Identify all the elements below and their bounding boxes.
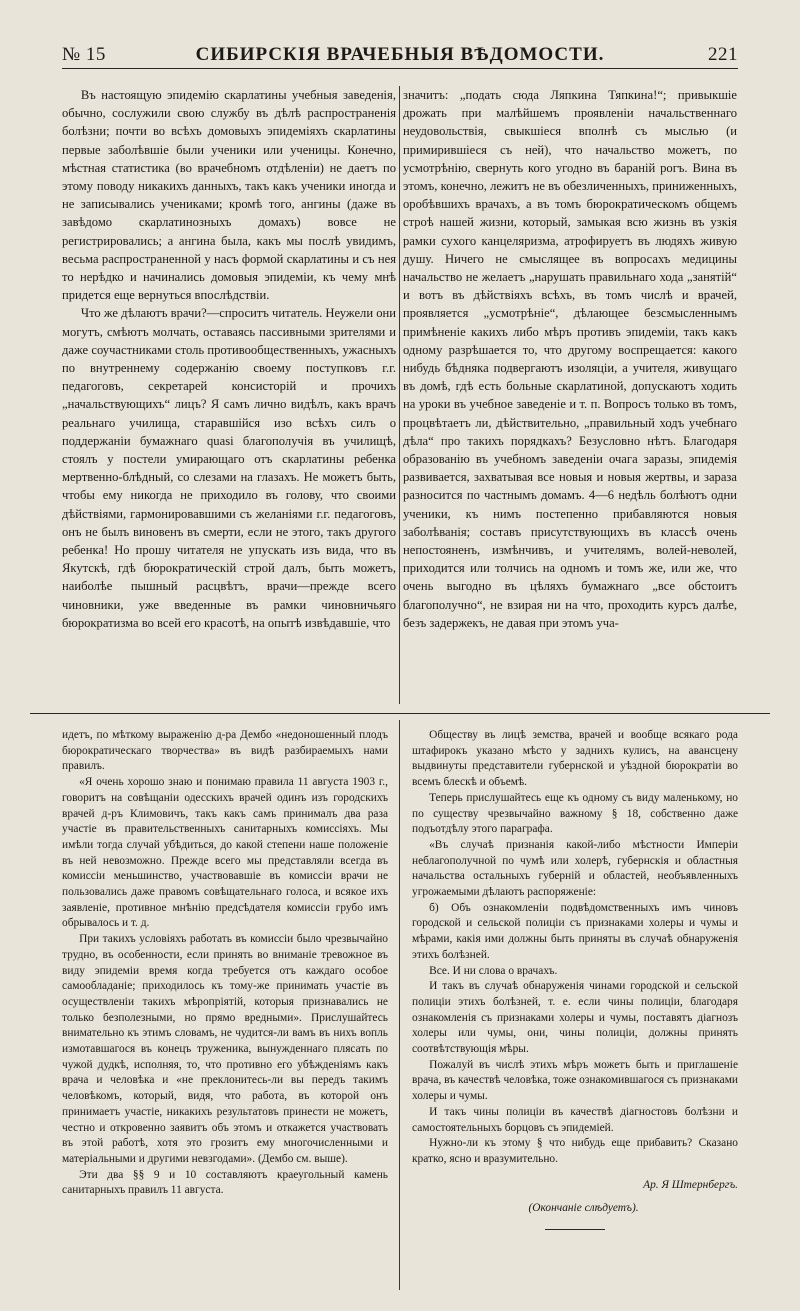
author-signature: Ар. Я Штернбергъ. xyxy=(643,1178,738,1191)
issue-number: № 15 xyxy=(62,44,106,65)
paragraph: Нужно-ли къ этому § что нибудь еще прибавить? Сказано кратко, ясно и вразумительно. xyxy=(412,1137,738,1165)
paragraph: б) Объ ознакомленіи подвѣдомственныхъ имъ чиновъ городской и сельской полиціи съ признаками холеры и чумы и мѣрами, какія ими должны быть приняты въ случаѣ обнаруженія этихъ болѣзней. xyxy=(412,901,738,961)
paragraph: идетъ, по мѣткому выраженію д-ра Дембо «недоношенный плодъ бюрократическаго творчества» въ видѣ разбираемыхъ нами правилъ. xyxy=(62,729,388,773)
paragraph: И такъ чины полиціи въ качествѣ діагностовъ болѣзни и самостоятельныхъ борцовъ съ эпидеміей. xyxy=(412,1105,738,1134)
paragraph: значитъ: „подать сюда Ляпкина Тяпкина!“; привыкшіе дрожать при малѣйшемъ проявленіи начальственнаго неудовольствія, свыкшіеся вполнѣ съ мыслью (и примирившіеся съ ней), что начальство можетъ, по усмотрѣнію, свернуть кого угодно въ бараній рогъ. Вина въ этомъ, конечно, лежитъ не въ обезличенныхъ, приниженныхъ, оробѣвшихъ врачахъ, а въ томъ бюрократическомъ общемъ строѣ нашей жизни, который, замыкая всю жизнь въ узкія рамки сухого канцеляризма, атрофируетъ въ людяхъ живую душу. Ничего не смыслящее въ вопросахъ медицины начальство не желаетъ „нарушать правильнаго хода „занятій“ и вотъ въ дѣйствіяхъ всѣхъ, въ томъ числѣ и врачей, проявляется „усмотрѣніе“, дѣлающее безсмысленнымъ примѣненіе какихъ либо мѣръ противъ эпидеміи, такъ какъ одному разрѣшается то, что другому воспрещается: какого нибудь бѣдняка подвергаютъ изоляціи, а учителя, живущаго въ домѣ, гдѣ есть больные скарлатиной, допускаютъ ходить на уроки въ учебное заведеніе и т. п. Вопросъ только въ томъ, процвѣтаетъ ли, дѣйствительно, „правильный ходъ учебнаго дѣла“ про такихъ порядкахъ? Безусловно нѣтъ. Благодаря образованію въ учебномъ заведеніи очага заразы, эпидемія развивается, захватывая все новыя и новыя жертвы, и зараза разносится по частнымъ домамъ. 4—6 недѣль болѣютъ одни ученики, къ нимъ постепенно прибавляются новыя заболѣванія; составъ присутствующихъ въ классѣ очень непостояненъ, измѣнчивъ, и учителямъ, волей-неволей, приходится или толчись на одномъ и томъ же, или же, что очень выгодно въ цѣляхъ бумажнаго „все обстоитъ благополучно“, не взирая ни на что, проходить курсъ далѣе, безъ задержекъ, не давая при этомъ уча- xyxy=(403,88,737,630)
section-rule xyxy=(30,713,770,714)
column-divider xyxy=(399,86,400,704)
paragraph: Что же дѣлаютъ врачи?—спроситъ читатель. Неужели они могутъ, смѣютъ молчать, оставаясь пассивными зрителями и даже соучастниками столь противообщественныхъ, ужасныхъ по внутреннему содержанію своему поступковъ г.г. педагоговъ, секретарей консисторій и прочихъ „начальствующихъ“ лицъ? Я самъ лично видѣлъ, какъ врачъ реальнаго училища, старавшійся изо всѣхъ силъ о поддержаніи бумажнаго quasi благополучія въ училищѣ, стоялъ у постели умирающаго отъ скарлатины ребенка мертвенно-блѣдный, со слезами на глазахъ. Не можетъ быть, чтобы ему никогда не приходило въ голову, что своими дѣйствіями, гармонировавшими съ желаніями г.г. педагоговъ, онъ не былъ виновенъ въ смерти, если не этого, такъ другого ребенка! Но прошу читателя не упускать изъ вида, что въ Якутскѣ, гдѣ бюрократическій строй далъ, быть можетъ, наиболѣе пышный расцвѣтъ, врачи—прежде всего чиновники, уже введенные въ рамки чиновничьяго бюрократизма во всей его красотѣ, на опытѣ извѣдавшіе, что xyxy=(62,306,396,630)
paragraph: И такъ въ случаѣ обнаруженія чинами городской и сельской полиціи этихъ болѣзней, т. е. если чины полиціи, благодаря ознакомленія съ признаками холеры и чумы, поставятъ діагнозъ холеры или чумы, они, чины полиціи, должны принять соотвѣтствующія мѣры. xyxy=(412,980,738,1056)
lower-right-column xyxy=(412,728,738,1230)
paragraph: Все. И ни слова о врачахъ. xyxy=(429,964,558,977)
column-divider xyxy=(399,720,400,1290)
header-rule xyxy=(62,68,738,69)
quotation-paragraph: «Въ случаѣ признанія какой-либо мѣстности Имперіи неблагополучной по чумѣ или холерѣ, губернскія и областныя начальства остальныхъ губерній и областей, необъявленныхъ угрожаемыми дѣлаютъ распоряженіе: xyxy=(412,838,738,899)
quotation-paragraph: «Я очень хорошо знаю и понимаю правила 11 августа 1903 г., говоритъ на совѣщаніи одесскихъ врачей одинъ изъ городскихъ врачей д-ръ Климовичъ, такъ какъ самъ принималъ два раза участіе въ правительственныхъ санитарныхъ комиссіяхъ. Мы имѣли тогда случай убѣдиться, до какой степени наше положеніе въ ней невозможно. Прежде всего мы представляли всегда въ комиссіи меньшинство, участвовавшіе въ комиссіи врачи не пользовались даже правомъ совѣщательнаго голоса, и всякое ихъ заявленіе, противное мнѣнію предсѣдателя комиссіи грубо имъ обрывалось и т. д. xyxy=(62,776,388,930)
paragraph: Въ настоящую эпидемію скарлатины учебныя заведенія, обычно, сослужили свою службу въ дѣлѣ распространенія болѣзни; почти во всѣхъ домовыхъ эпидеміяхъ скарлатины первые заболѣвшіе были ученики или ученицы. Конечно, мѣстная статистика (во врачебномъ отдѣленіи) не даетъ по этому поводу никакихъ данныхъ, такъ какъ ученики иногда и не записывались учениками; кромѣ того, ангины (даже въ завѣдомо скарлатинозныхъ домахъ) вовсе не регистрировались; а ангина была, какъ мы послѣ увидимъ, весьма распространенной у насъ формой скарлатины и съ нея то нерѣдко и начинались домовыя эпидеміи, къ чему мнѣ придется еще вернуться впослѣдствіи. xyxy=(62,88,396,303)
paragraph: Эти два §§ 9 и 10 составляютъ краеугольный камень санитарныхъ правилъ 11 августа. xyxy=(62,1168,388,1197)
upper-right-column xyxy=(403,86,737,632)
page-header xyxy=(62,38,738,68)
upper-left-column xyxy=(62,86,396,632)
paragraph: Пожалуй въ числѣ этихъ мѣръ можетъ быть и приглашеніе врача, въ качествѣ человѣка, тоже ознакомившагося съ признаками холеры и чумы. xyxy=(412,1058,739,1103)
lower-left-column xyxy=(62,728,388,1199)
end-rule xyxy=(545,1229,605,1230)
paragraph: При такихъ условіяхъ работать въ комиссіи было чрезвычайно трудно, въ особенности, если принять во вниманіе тревожное въ виду эпидеміи время когда требуется отъ каждаго особое самообладаніе; приходилось къ тому-же принимать участіе въ осуществленіи такихъ мѣропріятій, которыя признавались не только безполезными, но прямо вредными». Прислушайтесь внимательно къ этимъ словамъ, не чудится-ли вамъ въ нихъ вопль измотавшагося въ конецъ труженика, вынужденнаго плясать по чужой дудкѣ, исполняя, то, что противно его убѣжденіямъ какъ врача и человѣка и «не преклонитесь-ли вы передъ такимъ человѣкомъ, который, видя, что работа, въ которой онъ принимаетъ участіе, никакихъ результатовъ принести не можетъ, честно и откровенно заявитъ объ этомъ и откажется участвовать въ этой работѣ, хотя это грозитъ ему многочисленными и матеріальными и другими невзгодами». (Дембо см. выше). xyxy=(62,933,388,1165)
continuation-note: (Окончаніе слѣдуетъ). xyxy=(528,1202,639,1215)
paragraph: Обществу въ лицѣ земства, врачей и вообще всякаго рода штафирокъ указано мѣсто у заднихъ кулисъ, на авансцену выдвинуты представители губернской и уѣздной бюрократіи во всемъ блескѣ и объемѣ. xyxy=(412,729,738,789)
paragraph: Теперь прислушайтесь еще къ одному съ виду маленькому, но по существу чрезвычайно важному § 18, собственно даже подъотдѣлу этого параграфа. xyxy=(412,791,738,836)
folio-number: 221 xyxy=(708,44,738,65)
journal-title: СИБИРСКІЯ ВРАЧЕБНЫЯ ВѢДОМОСТИ. xyxy=(195,44,605,65)
